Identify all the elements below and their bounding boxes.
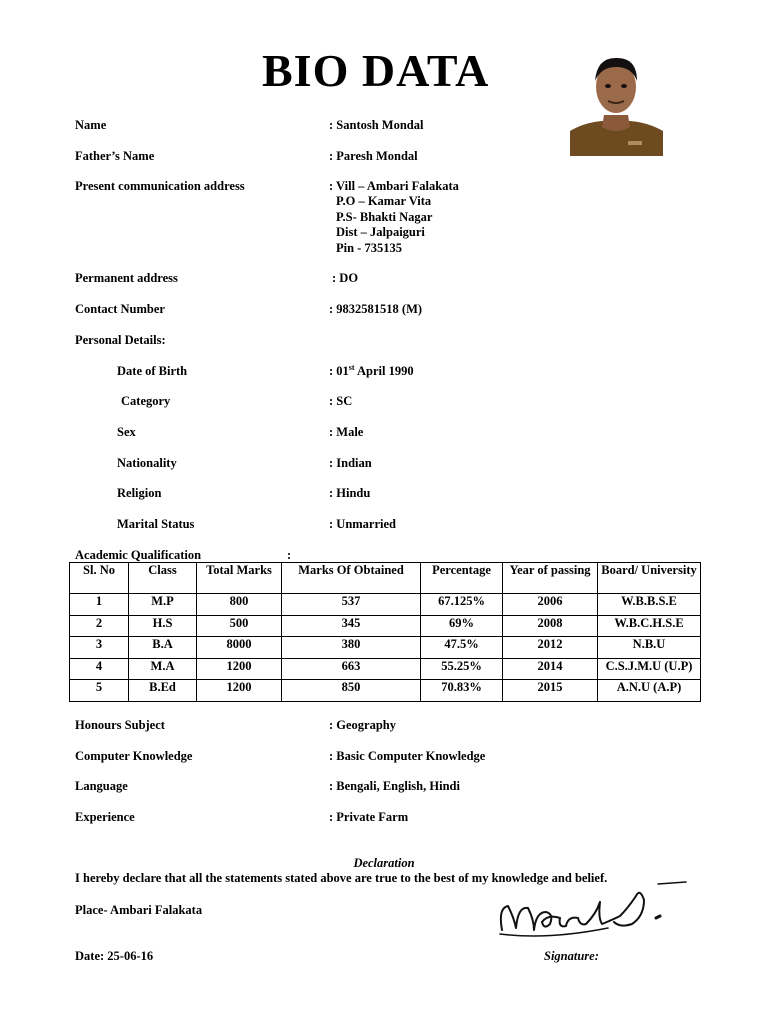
- table-cell: 380: [282, 637, 421, 659]
- table-cell: 1200: [197, 658, 282, 680]
- sex-label: Sex: [117, 425, 136, 439]
- nationality-label: Nationality: [117, 456, 177, 470]
- table-cell: 1200: [197, 680, 282, 702]
- col-header: Class: [129, 563, 197, 594]
- table-row: [70, 637, 701, 659]
- language-row: [0, 778, 768, 794]
- permanent-value: : DO: [332, 271, 359, 285]
- dob-label: Date of Birth: [117, 364, 188, 378]
- address-line: Pin - 735135: [336, 240, 402, 255]
- present-address-lines: [336, 194, 432, 256]
- table-cell: 4: [70, 658, 129, 680]
- table-cell: C.S.J.M.U (U.P): [598, 658, 701, 680]
- profile-photo: [570, 53, 663, 156]
- table-cell: 1: [70, 594, 129, 616]
- col-header: Percentage: [421, 563, 503, 594]
- computer-value: : Basic Computer Knowledge: [329, 749, 486, 763]
- table-cell: 2: [70, 615, 129, 637]
- col-header: Board/ University: [598, 563, 701, 594]
- table-row: [70, 615, 701, 637]
- table-cell: 2012: [503, 637, 598, 659]
- father-row: [0, 148, 768, 164]
- table-cell: 800: [197, 594, 282, 616]
- category-row: [0, 393, 768, 409]
- table-cell: 55.25%: [421, 658, 503, 680]
- honours-value: : Geography: [329, 718, 397, 732]
- signature-image: [488, 878, 688, 942]
- table-cell: 69%: [421, 615, 503, 637]
- table-row: [70, 680, 701, 702]
- table-row: [70, 594, 701, 616]
- honours-row: [0, 717, 768, 733]
- sex-row: [0, 424, 768, 440]
- sex-value: : Male: [329, 425, 364, 439]
- table-row: [70, 658, 701, 680]
- father-value: : Paresh Mondal: [329, 149, 418, 163]
- nationality-value: : Indian: [329, 456, 372, 470]
- col-header: Sl. No: [70, 563, 129, 594]
- date-text: Date: 25-06-16: [75, 949, 154, 963]
- marital-row: [0, 516, 768, 532]
- computer-label: Computer Knowledge: [75, 749, 193, 763]
- academic-colon: :: [287, 548, 292, 562]
- religion-value: : Hindu: [329, 486, 371, 500]
- address-line: P.S- Bhakti Nagar: [336, 209, 433, 224]
- address-line: P.O – Kamar Vita: [336, 194, 432, 208]
- table-cell: 8000: [197, 637, 282, 659]
- place-text: Place- Ambari Falakata: [75, 903, 203, 917]
- table-cell: 345: [282, 615, 421, 637]
- academic-heading-row: [0, 547, 768, 563]
- col-header: Marks Of Obtained: [282, 563, 421, 594]
- name-label: Name: [75, 118, 107, 132]
- table-cell: H.S: [129, 615, 197, 637]
- present-address-value: : Vill – Ambari Falakata: [329, 179, 459, 193]
- table-cell: M.A: [129, 658, 197, 680]
- nationality-row: [0, 455, 768, 471]
- table-cell: 2006: [503, 594, 598, 616]
- contact-row: [0, 301, 768, 317]
- table-cell: 2014: [503, 658, 598, 680]
- table-cell: 47.5%: [421, 637, 503, 659]
- father-label: Father’s Name: [75, 149, 155, 163]
- table-cell: W.B.C.H.S.E: [598, 615, 701, 637]
- table-cell: 67.125%: [421, 594, 503, 616]
- name-value: : Santosh Mondal: [329, 118, 424, 132]
- col-header: Total Marks: [197, 563, 282, 594]
- table-cell: 5: [70, 680, 129, 702]
- permanent-label: Permanent address: [75, 271, 178, 285]
- honours-label: Honours Subject: [75, 718, 165, 732]
- contact-value: : 9832581518 (M): [329, 302, 423, 316]
- table-cell: B.Ed: [129, 680, 197, 702]
- category-value: : SC: [329, 394, 353, 408]
- computer-row: [0, 748, 768, 764]
- academic-heading: Academic Qualification: [75, 548, 202, 562]
- contact-label: Contact Number: [75, 302, 165, 316]
- table-cell: 537: [282, 594, 421, 616]
- language-value: : Bengali, English, Hindi: [329, 779, 460, 793]
- permanent-row: [0, 270, 768, 286]
- personal-heading: Personal Details:: [75, 333, 166, 347]
- table-cell: W.B.B.S.E: [598, 594, 701, 616]
- religion-row: [0, 485, 768, 501]
- table-cell: 663: [282, 658, 421, 680]
- dob-value: : 01st April 1990: [329, 362, 414, 378]
- col-header: Year of passing: [503, 563, 598, 594]
- present-address-label: Present communication address: [75, 179, 245, 193]
- marital-value: : Unmarried: [329, 517, 396, 531]
- table-cell: 3: [70, 637, 129, 659]
- language-label: Language: [75, 779, 128, 793]
- address-line: Dist – Jalpaiguri: [336, 225, 425, 239]
- name-row: [0, 117, 768, 133]
- personal-heading-row: [0, 332, 768, 348]
- declaration-heading: Declaration: [353, 856, 415, 870]
- table-cell: 2008: [503, 615, 598, 637]
- table-header-row: [70, 563, 701, 594]
- page-title: BIO DATA: [262, 45, 490, 96]
- table-cell: N.B.U: [598, 637, 701, 659]
- table-cell: A.N.U (A.P): [598, 680, 701, 702]
- experience-value: : Private Farm: [329, 810, 409, 824]
- present-address-row: [0, 178, 768, 194]
- declaration-text: I hereby declare that all the statements stated above are true to the best of my knowledge and belief.: [75, 871, 608, 885]
- signature-label: Signature:: [544, 949, 599, 963]
- table-cell: 70.83%: [421, 680, 503, 702]
- experience-row: [0, 809, 768, 825]
- category-label: Category: [121, 394, 171, 408]
- table-cell: 500: [197, 615, 282, 637]
- dob-row: [0, 363, 768, 379]
- academic-table: [69, 562, 701, 702]
- table-cell: 850: [282, 680, 421, 702]
- table-cell: 2015: [503, 680, 598, 702]
- table-cell: B.A: [129, 637, 197, 659]
- marital-label: Marital Status: [117, 517, 195, 531]
- experience-label: Experience: [75, 810, 135, 824]
- religion-label: Religion: [117, 486, 162, 500]
- table-cell: M.P: [129, 594, 197, 616]
